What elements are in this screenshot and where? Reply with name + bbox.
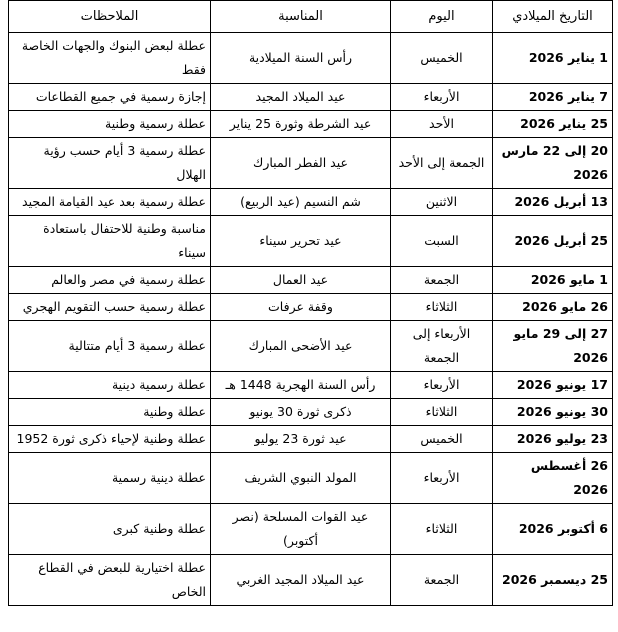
- cell-notes: عطلة رسمية بعد عيد القيامة المجيد: [9, 189, 211, 216]
- cell-date: 20 إلى 22 مارس 2026: [493, 138, 613, 189]
- cell-day: الأربعاء: [391, 372, 493, 399]
- table-row: [9, 138, 613, 189]
- table-row: [9, 111, 613, 138]
- header-day: اليوم: [391, 1, 493, 33]
- cell-date: 6 أكتوبر 2026: [493, 504, 613, 555]
- cell-occasion: عيد القوات المسلحة (نصر أكتوبر): [211, 504, 391, 555]
- cell-notes: عطلة دينية رسمية: [9, 453, 211, 504]
- cell-date: 1 مايو 2026: [493, 267, 613, 294]
- cell-occasion: رأس السنة الميلادية: [211, 33, 391, 84]
- table-row: [9, 504, 613, 555]
- cell-notes: عطلة رسمية في مصر والعالم: [9, 267, 211, 294]
- cell-notes: عطلة رسمية 3 أيام متتالية: [9, 321, 211, 372]
- cell-date: 25 أبريل 2026: [493, 216, 613, 267]
- cell-date: 30 يونيو 2026: [493, 399, 613, 426]
- table-row: [9, 33, 613, 84]
- cell-day: الجمعة: [391, 555, 493, 606]
- table-row: [9, 555, 613, 606]
- cell-date: 7 يناير 2026: [493, 84, 613, 111]
- cell-notes: مناسبة وطنية للاحتفال باستعادة سيناء: [9, 216, 211, 267]
- cell-occasion: ذكرى ثورة 30 يونيو: [211, 399, 391, 426]
- table-header-row: [9, 1, 613, 33]
- header-occasion: المناسبة: [211, 1, 391, 33]
- cell-day: الخميس: [391, 426, 493, 453]
- cell-occasion: عيد الميلاد المجيد: [211, 84, 391, 111]
- cell-occasion: المولد النبوي الشريف: [211, 453, 391, 504]
- cell-occasion: عيد الشرطة وثورة 25 يناير: [211, 111, 391, 138]
- cell-occasion: عيد ثورة 23 يوليو: [211, 426, 391, 453]
- table-row: [9, 189, 613, 216]
- cell-notes: عطلة رسمية حسب التقويم الهجري: [9, 294, 211, 321]
- cell-notes: عطلة رسمية دينية: [9, 372, 211, 399]
- cell-notes: عطلة رسمية وطنية: [9, 111, 211, 138]
- table-row: [9, 426, 613, 453]
- cell-occasion: عيد تحرير سيناء: [211, 216, 391, 267]
- table-row: [9, 399, 613, 426]
- cell-date: 26 أغسطس 2026: [493, 453, 613, 504]
- cell-notes: عطلة وطنية كبرى: [9, 504, 211, 555]
- cell-occasion: عيد الأضحى المبارك: [211, 321, 391, 372]
- table-body: [9, 33, 613, 606]
- cell-notes: عطلة وطنية: [9, 399, 211, 426]
- cell-notes: عطلة اختيارية للبعض في القطاع الخاص: [9, 555, 211, 606]
- cell-day: الخميس: [391, 33, 493, 84]
- cell-day: الأحد: [391, 111, 493, 138]
- cell-date: 26 مايو 2026: [493, 294, 613, 321]
- table-row: [9, 372, 613, 399]
- cell-day: الأربعاء إلى الجمعة: [391, 321, 493, 372]
- cell-date: 17 يونيو 2026: [493, 372, 613, 399]
- holidays-table: [8, 0, 613, 606]
- cell-occasion: وقفة عرفات: [211, 294, 391, 321]
- cell-date: 25 ديسمبر 2026: [493, 555, 613, 606]
- cell-day: الاثنين: [391, 189, 493, 216]
- cell-day: الثلاثاء: [391, 504, 493, 555]
- table-row: [9, 294, 613, 321]
- table-row: [9, 453, 613, 504]
- cell-notes: إجازة رسمية في جميع القطاعات: [9, 84, 211, 111]
- cell-date: 25 يناير 2026: [493, 111, 613, 138]
- cell-occasion: عيد الفطر المبارك: [211, 138, 391, 189]
- cell-date: 23 يوليو 2026: [493, 426, 613, 453]
- cell-occasion: عيد الميلاد المجيد الغربي: [211, 555, 391, 606]
- cell-day: الأربعاء: [391, 453, 493, 504]
- cell-occasion: رأس السنة الهجرية 1448 هـ: [211, 372, 391, 399]
- cell-date: 27 إلى 29 مايو 2026: [493, 321, 613, 372]
- cell-day: الجمعة: [391, 267, 493, 294]
- table-row: [9, 321, 613, 372]
- cell-day: الثلاثاء: [391, 294, 493, 321]
- cell-occasion: عيد العمال: [211, 267, 391, 294]
- cell-day: الثلاثاء: [391, 399, 493, 426]
- cell-day: السبت: [391, 216, 493, 267]
- cell-occasion: شم النسيم (عيد الربيع): [211, 189, 391, 216]
- cell-notes: عطلة رسمية 3 أيام حسب رؤية الهلال: [9, 138, 211, 189]
- cell-date: 1 يناير 2026: [493, 33, 613, 84]
- cell-notes: عطلة لبعض البنوك والجهات الخاصة فقط: [9, 33, 211, 84]
- table-row: [9, 267, 613, 294]
- cell-day: الجمعة إلى الأحد: [391, 138, 493, 189]
- header-notes: الملاحظات: [9, 1, 211, 33]
- header-date: التاريخ الميلادي: [493, 1, 613, 33]
- cell-notes: عطلة وطنية لإحياء ذكرى ثورة 1952: [9, 426, 211, 453]
- table-row: [9, 84, 613, 111]
- cell-date: 13 أبريل 2026: [493, 189, 613, 216]
- cell-day: الأربعاء: [391, 84, 493, 111]
- table-row: [9, 216, 613, 267]
